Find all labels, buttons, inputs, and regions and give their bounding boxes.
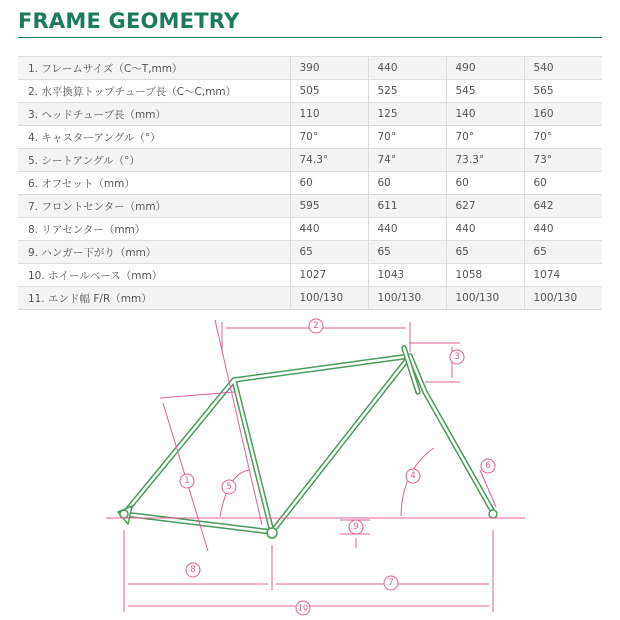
table-row — [18, 218, 602, 241]
geometry-table — [18, 56, 602, 310]
marker-7 — [384, 576, 398, 590]
svg-text:9: 9 — [353, 522, 359, 532]
table-row — [18, 103, 602, 126]
size-value-cell: 100/130 — [524, 287, 602, 310]
size-value-cell: 595 — [290, 195, 368, 218]
svg-text:10: 10 — [297, 603, 309, 613]
size-value-cell: 611 — [368, 195, 446, 218]
size-value-cell: 160 — [524, 103, 602, 126]
size-value-cell: 440 — [446, 218, 524, 241]
size-value-cell: 440 — [368, 218, 446, 241]
row-label: 3. ヘッドチューブ長（mm） — [18, 103, 290, 126]
size-value-cell: 110 — [290, 103, 368, 126]
size-value-cell: 70° — [368, 126, 446, 149]
size-value-cell: 125 — [368, 103, 446, 126]
dimension-lines — [106, 320, 525, 612]
size-value-cell: 100/130 — [446, 287, 524, 310]
size-value-cell: 70° — [290, 126, 368, 149]
size-value-cell: 440 — [524, 218, 602, 241]
size-value-cell: 100/130 — [290, 287, 368, 310]
marker-3 — [450, 350, 464, 364]
size-value-cell: 100/130 — [368, 287, 446, 310]
svg-text:3: 3 — [454, 352, 460, 362]
marker-2 — [309, 319, 323, 333]
marker-10 — [296, 601, 310, 615]
marker-5 — [222, 480, 236, 494]
frame-geometry-diagram — [0, 315, 620, 620]
svg-text:7: 7 — [388, 578, 394, 588]
row-label: 10. ホイールベース（mm） — [18, 264, 290, 287]
size-value-cell: 1043 — [368, 264, 446, 287]
table-row — [18, 57, 602, 80]
size-value-cell: 60 — [368, 172, 446, 195]
row-label: 6. オフセット（mm） — [18, 172, 290, 195]
title-underline — [18, 37, 602, 38]
size-value-cell: 140 — [446, 103, 524, 126]
svg-text:1: 1 — [184, 476, 190, 486]
table-row — [18, 149, 602, 172]
table-row — [18, 80, 602, 103]
size-value-cell: 73.3° — [446, 149, 524, 172]
size-value-cell: 73° — [524, 149, 602, 172]
svg-text:6: 6 — [485, 461, 491, 471]
row-label: 2. 水平換算トップチューブ長（C〜C,mm） — [18, 80, 290, 103]
row-label: 5. シートアングル（°） — [18, 149, 290, 172]
rear-axle — [120, 510, 128, 518]
row-label: 1. フレームサイズ（C〜T,mm） — [18, 57, 290, 80]
svg-text:8: 8 — [190, 565, 196, 575]
size-value-cell: 440 — [290, 218, 368, 241]
marker-9 — [349, 520, 363, 534]
marker-8 — [186, 563, 200, 577]
size-value-cell: 60 — [290, 172, 368, 195]
size-value-cell: 65 — [290, 241, 368, 264]
marker-6 — [481, 459, 495, 473]
row-label: 4. キャスターアングル（°） — [18, 126, 290, 149]
page-title: FRAME GEOMETRY — [18, 9, 240, 33]
size-value-cell: 1027 — [290, 264, 368, 287]
size-value-cell: 65 — [446, 241, 524, 264]
table-row — [18, 195, 602, 218]
svg-text:2: 2 — [313, 321, 319, 331]
size-value-cell: 60 — [524, 172, 602, 195]
row-label: 11. エンド幅 F/R（mm） — [18, 287, 290, 310]
size-value-cell: 70° — [524, 126, 602, 149]
size-value-cell: 627 — [446, 195, 524, 218]
marker-1 — [180, 474, 194, 488]
size-value-cell: 1058 — [446, 264, 524, 287]
table-row — [18, 264, 602, 287]
size-value-cell: 1074 — [524, 264, 602, 287]
svg-text:5: 5 — [226, 482, 232, 492]
size-value-cell: 490 — [446, 57, 524, 80]
front-axle — [489, 510, 497, 518]
marker-4 — [406, 469, 420, 483]
row-label: 8. リアセンター（mm） — [18, 218, 290, 241]
size-value-cell: 525 — [368, 80, 446, 103]
size-value-cell: 74.3° — [290, 149, 368, 172]
row-label: 9. ハンガー下がり（mm） — [18, 241, 290, 264]
size-value-cell: 390 — [290, 57, 368, 80]
size-value-cell: 65 — [524, 241, 602, 264]
size-value-cell: 60 — [446, 172, 524, 195]
size-value-cell: 65 — [368, 241, 446, 264]
size-value-cell: 70° — [446, 126, 524, 149]
bottom-bracket — [267, 528, 277, 538]
size-value-cell: 540 — [524, 57, 602, 80]
size-value-cell: 545 — [446, 80, 524, 103]
row-label: 7. フロントセンター（mm） — [18, 195, 290, 218]
size-value-cell: 565 — [524, 80, 602, 103]
size-value-cell: 440 — [368, 57, 446, 80]
table-row — [18, 126, 602, 149]
table-row — [18, 287, 602, 310]
size-value-cell: 74° — [368, 149, 446, 172]
table-row — [18, 172, 602, 195]
size-value-cell: 642 — [524, 195, 602, 218]
table-row — [18, 241, 602, 264]
svg-text:4: 4 — [410, 471, 416, 481]
size-value-cell: 505 — [290, 80, 368, 103]
